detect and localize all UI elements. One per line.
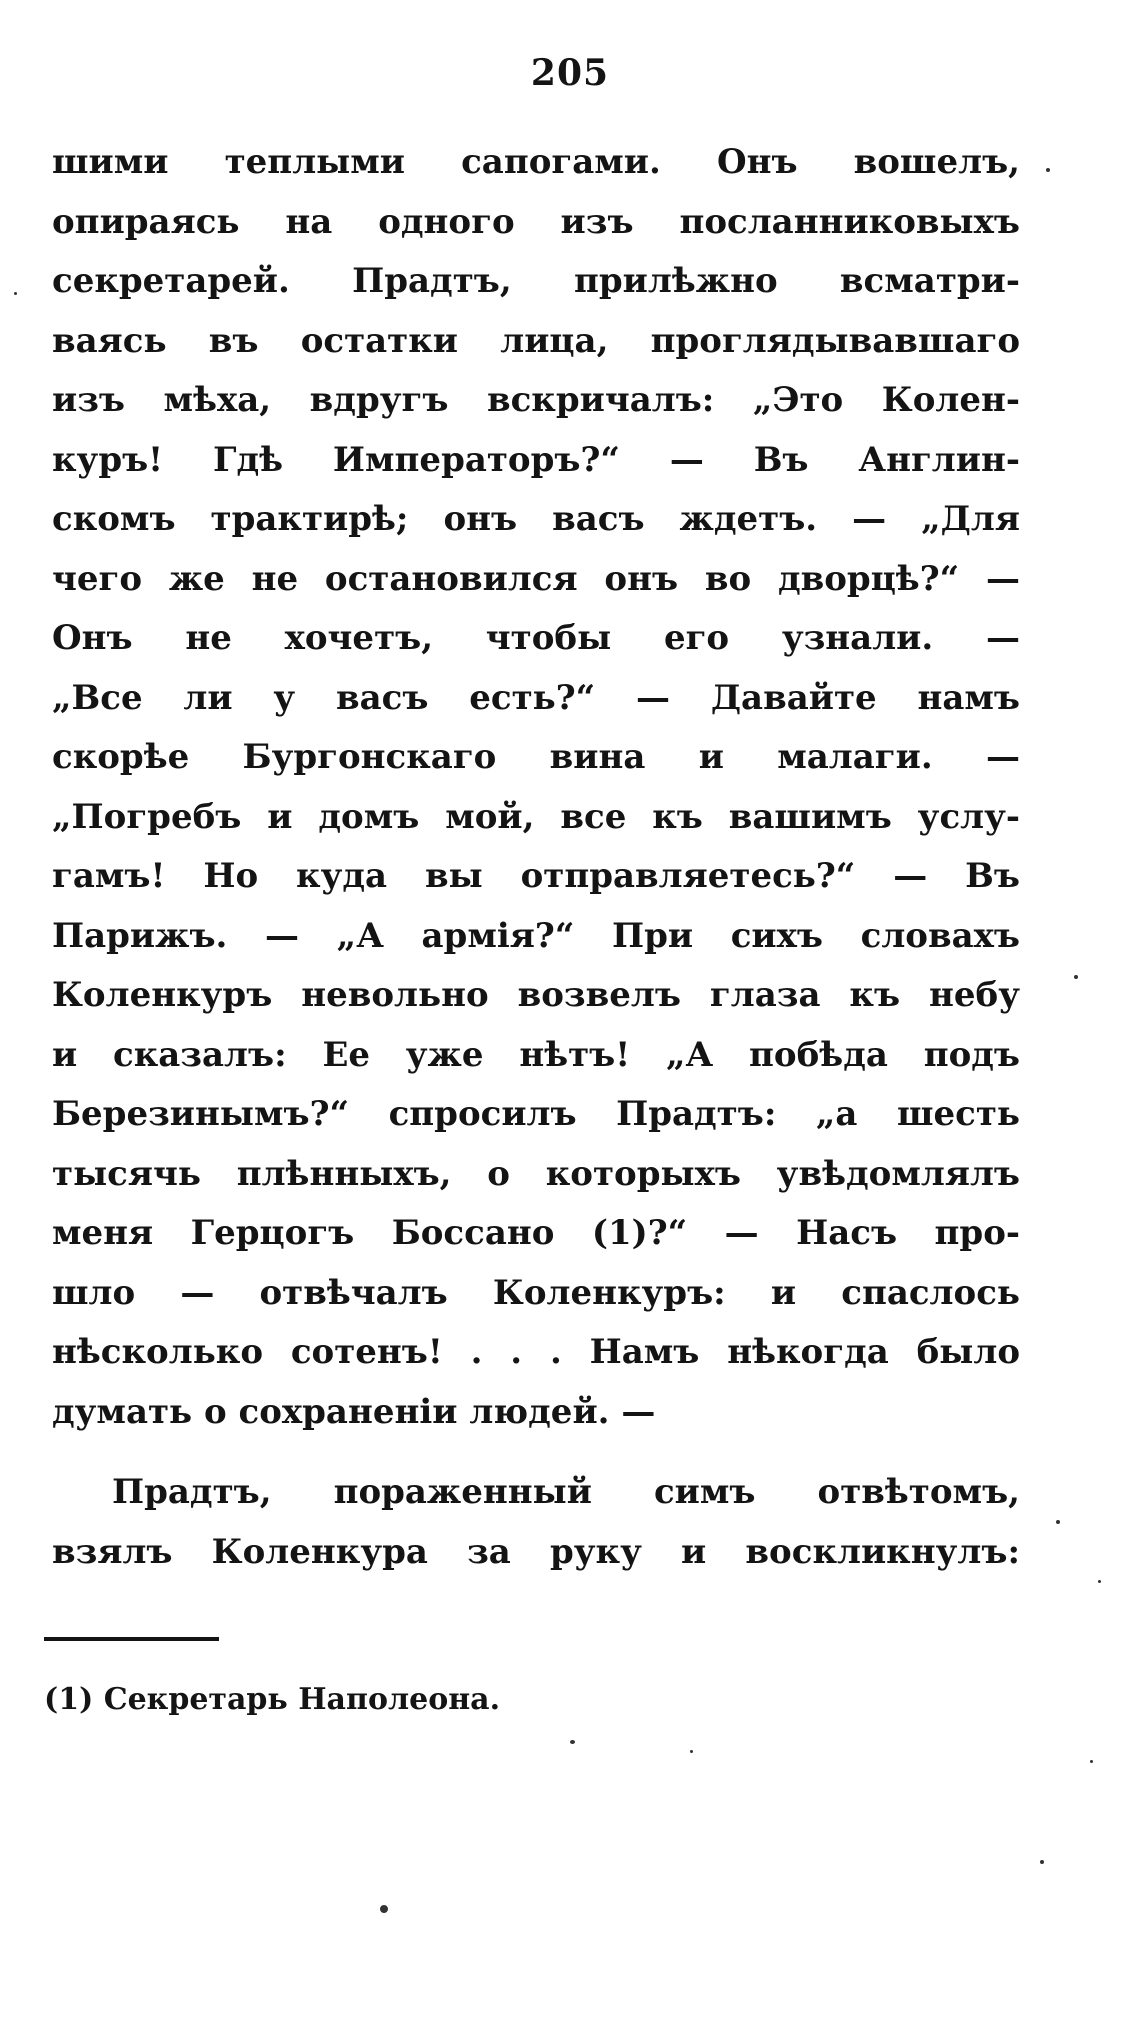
print-speck [570, 1740, 575, 1744]
text-line: гамъ! Но куда вы отправляетесь?“ — Въ [52, 856, 1020, 896]
text-line: взялъ Коленкура за руку и воскликнулъ: [52, 1531, 1020, 1572]
footnote-divider [44, 1637, 219, 1641]
footnote: (1) Секретарь Наполеона. [44, 1682, 501, 1717]
text-line: куръ! Гдѣ Императоръ?“ — Въ Англин- [52, 439, 1020, 480]
text-line: шими теплыми сапогами. Онъ вошелъ, [52, 142, 1020, 182]
print-speck [14, 292, 17, 295]
text-line: думать о сохраненіи людей. — [52, 1391, 656, 1432]
print-speck [1090, 1760, 1093, 1763]
text-line: „Все ли у васъ есть?“ — Давайте намъ [52, 677, 1020, 718]
print-speck [1040, 1860, 1044, 1864]
text-line: секретарей. Прадтъ, прилѣжно всматри- [52, 261, 1020, 301]
text-line: чего же не остановился онъ во дворцѣ?“ — [52, 558, 1020, 599]
text-line: меня Герцогъ Боссано (1)?“ — Насъ про- [52, 1213, 1020, 1253]
paragraph-1 [52, 133, 1020, 1442]
text-line: Онъ не хочетъ, чтобы его узнали. — [52, 618, 1020, 658]
text-line: изъ мѣха, вдругъ вскричалъ: „Это Колен- [52, 380, 1020, 420]
text-line: скомъ трактирѣ; онъ васъ ждетъ. — „Для [52, 499, 1020, 539]
text-line: шло — отвѣчалъ Коленкуръ: и спаслось [52, 1272, 1020, 1313]
text-line: Парижъ. — „А армія?“ При сихъ словахъ [52, 915, 1020, 956]
print-speck [690, 1750, 693, 1753]
print-speck [1098, 1580, 1101, 1583]
print-speck [1056, 1520, 1060, 1524]
page-number: 205 [530, 52, 610, 94]
print-speck [1046, 168, 1050, 172]
print-speck [380, 1905, 388, 1913]
text-line: нѣсколько сотенъ! . . . Намъ нѣкогда было [52, 1332, 1020, 1372]
text-line: ваясь въ остатки лица, проглядывавшаго [52, 320, 1020, 361]
text-line: скорѣе Бургонскаго вина и малаги. — [52, 737, 1020, 777]
text-line: тысячь плѣнныхъ, о которыхъ увѣдомлялъ [52, 1153, 1020, 1194]
paragraph-2 [52, 1463, 1020, 1582]
text-line: Коленкуръ невольно возвелъ глаза къ небу [52, 975, 1020, 1015]
text-line: „Погребъ и домъ мой, все къ вашимъ услу- [52, 796, 1020, 837]
text-line: Прадтъ, пораженный симъ отвѣтомъ, [112, 1472, 1020, 1512]
print-speck [1074, 975, 1078, 979]
text-line: опираясь на одного изъ посланниковыхъ [52, 201, 1020, 242]
text-line: и сказалъ: Ее уже нѣтъ! „А побѣда подъ [52, 1034, 1020, 1075]
text-line: Березинымъ?“ спросилъ Прадтъ: „а шесть [52, 1094, 1020, 1134]
